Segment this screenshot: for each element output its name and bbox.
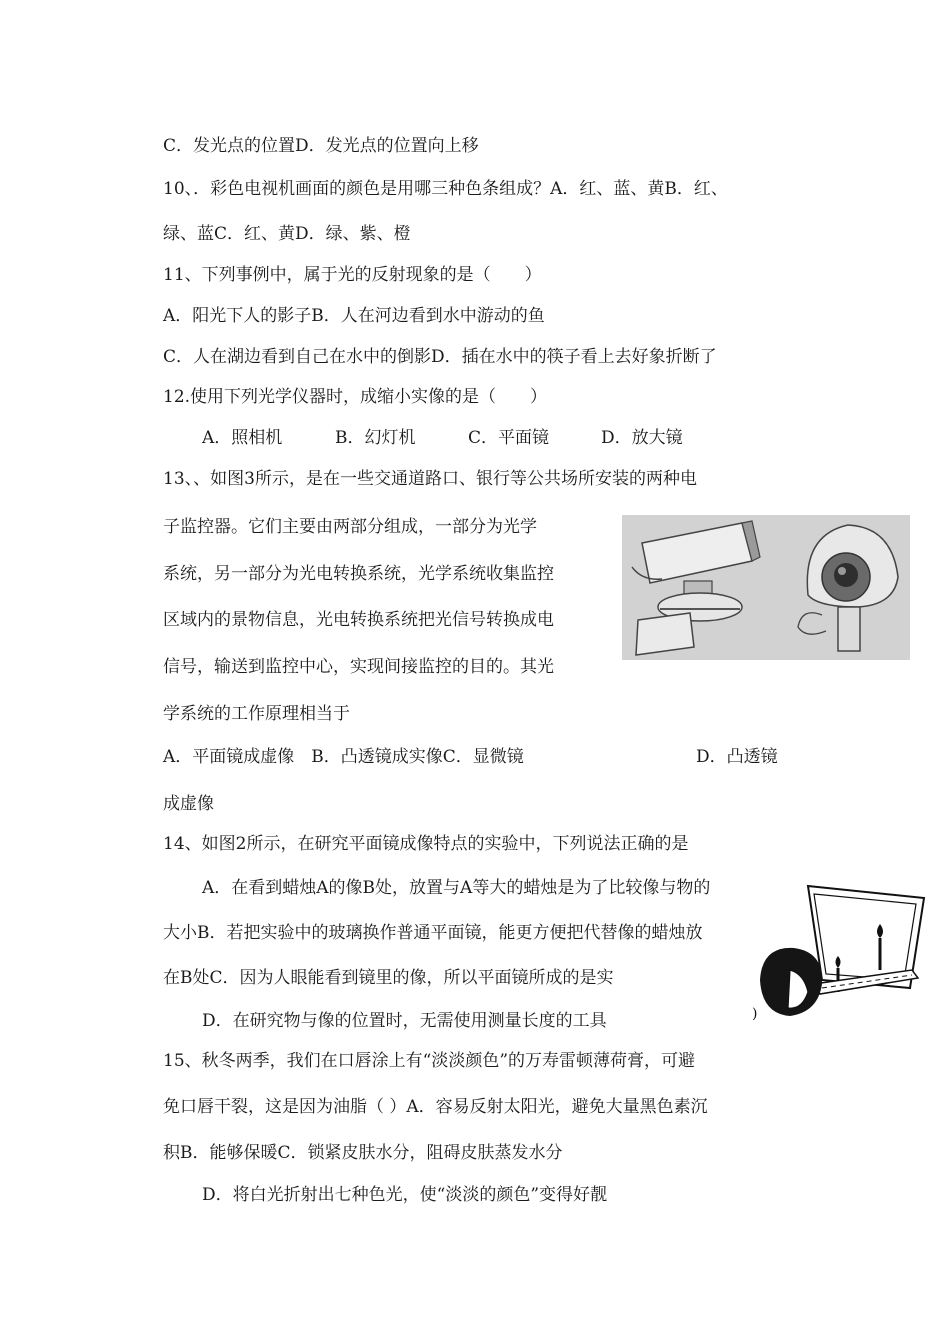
line-q15: 15、秋冬两季，我们在口唇涂上有“淡淡颜色”的万寿雷顿薄荷膏，可避	[163, 1051, 696, 1071]
q14-option-c: 在B处C．因为人眼能看到镜里的像，所以平面镜所成的是实	[163, 968, 614, 988]
line-q12: 12.使用下列光学仪器时，成缩小实像的是（ ）	[163, 387, 548, 407]
q14-option-a: A．在看到蜡烛A的像B处，放置与A等大的蜡烛是为了比较像与物的	[202, 878, 711, 898]
q13-option-d-cont: 成虚像	[163, 794, 214, 814]
q14-option-d: D．在研究物与像的位置时，无需使用测量长度的工具	[202, 1011, 607, 1031]
q15-option-d: D．将白光折射出七种色光，使“淡淡的颜色”变得好靓	[202, 1185, 608, 1205]
q12-option-d: D．放大镜	[601, 428, 683, 448]
line-q13-f: 学系统的工作原理相当于	[163, 704, 350, 724]
line-q13: 13、、如图3所示，是在一些交通道路口、银行等公共场所安装的两种电	[163, 469, 697, 489]
q15-line-b: 免口唇干裂，这是因为油脂（ ）A．容易反射太阳光，避免大量黑色素沉	[163, 1097, 708, 1117]
line-q13-e: 信号，输送到监控中心，实现间接监控的目的。其光	[163, 657, 554, 677]
q12-option-b: B．幻灯机	[335, 428, 416, 448]
q14-option-b: 大小B．若把实验中的玻璃换作普通平面镜，能更方便把代替像的蜡烛放	[163, 923, 703, 943]
line-option-c-d-q9: C．发光点的位置D．发光点的位置向上移	[163, 136, 479, 156]
line-q14: 14、如图2所示，在研究平面镜成像特点的实验中，下列说法正确的是	[163, 834, 689, 854]
q13-options-abc: A．平面镜成虚像 B．凸透镜成实像C．显微镜	[163, 747, 524, 767]
q12-option-a: A．照相机	[202, 428, 283, 448]
q12-option-c: C．平面镜	[468, 428, 550, 448]
line-q10: 10、．彩色电视机画面的颜色是用哪三种色条组成？A．红、蓝、黄B．红、	[163, 179, 728, 199]
line-q13-b: 子监控器。它们主要由两部分组成，一部分为光学	[163, 517, 537, 537]
line-q11-options-cd: C．人在湖边看到自己在水中的倒影D．插在水中的筷子看上去好象折断了	[163, 347, 717, 367]
q13-option-d: D．凸透镜	[696, 747, 778, 767]
observer-head-icon	[760, 948, 822, 1016]
figure-mark: )	[752, 1006, 758, 1022]
line-q13-c: 系统，另一部分为光电转换系统，光学系统收集监控	[163, 564, 554, 584]
plane-mirror-experiment-figure	[752, 880, 928, 1028]
q15-line-c: 积B．能够保暖C．锁紧皮肤水分，阻碍皮肤蒸发水分	[163, 1143, 563, 1163]
surveillance-cameras-figure	[622, 515, 910, 660]
line-q11: 11、下列事例中，属于光的反射现象的是（ ）	[163, 265, 542, 285]
line-q10-cont: 绿、蓝C．红、黄D．绿、紫、橙	[163, 224, 411, 244]
line-q13-d: 区域内的景物信息，光电转换系统把光信号转换成电	[163, 610, 554, 630]
line-q11-options-ab: A．阳光下人的影子B．人在河边看到水中游动的鱼	[163, 306, 545, 326]
